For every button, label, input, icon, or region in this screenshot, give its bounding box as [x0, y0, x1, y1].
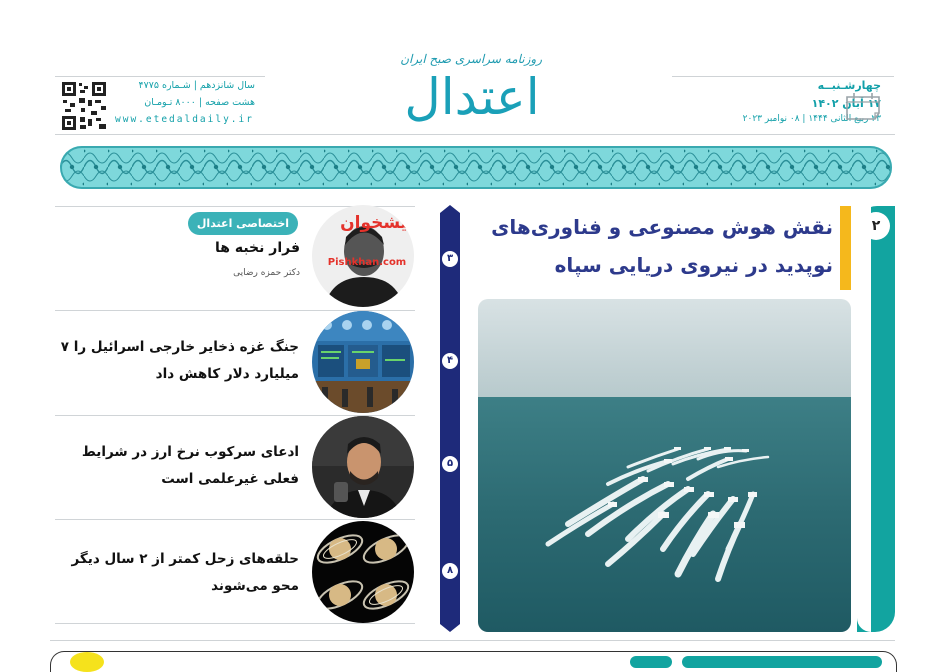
saturn-photo[interactable] — [312, 521, 414, 623]
calendar-icon — [845, 89, 881, 121]
page-number-5[interactable]: ۵ — [442, 456, 458, 472]
lead-headline[interactable]: نقش هوش مصنوعی و فناوری‌های نوپدید در نیروی دریایی سپاه — [491, 215, 833, 277]
lead-accent-bar — [840, 206, 851, 290]
logo-name: اعتدال — [404, 68, 540, 126]
news-title-saturn-rings[interactable]: حلقه‌های زحل کمتر از ۲ سال دیگر محو می‌شوند — [71, 551, 299, 594]
newspaper-logo[interactable] — [372, 46, 572, 138]
issue-year-number: سال شانزدهم | شـماره ۴۷۷۵ — [138, 80, 255, 91]
issue-pages-price: هشت صفحه | ۸۰۰۰ تـومـان — [144, 97, 255, 108]
lead-frame — [857, 206, 895, 632]
news-author: دکتر حمزه رضایی — [233, 268, 300, 278]
weekday: چهارشـنبــه — [817, 79, 881, 92]
lead-photo-boats[interactable] — [478, 299, 851, 632]
header-rule-right — [672, 76, 894, 77]
watermark-logo: پیشخوان — [340, 213, 414, 233]
logo-tagline: روزنامه سراسری صبح ایران — [400, 52, 542, 66]
page-number-8[interactable]: ۸ — [442, 563, 458, 579]
list-divider — [55, 519, 415, 520]
footer-rule — [50, 640, 895, 641]
other-dates: ۲۳ ربیع الثانی ۱۴۴۴ | ۰۸ نوامبر ۲۰۲۳ — [742, 114, 881, 124]
news-title-elite-flight[interactable]: فرار نخبه ها — [215, 240, 300, 256]
persian-date: ۱۷ آبان ۱۴۰۲ — [811, 97, 881, 110]
news-title-gaza-reserves[interactable]: جنگ غزه ذخایر خارجی اسرائیل را ۷ میلیارد دلار کاهش داد — [60, 339, 299, 382]
stock-board-photo[interactable] — [312, 311, 414, 413]
website-link[interactable]: www.etedaldaily.ir — [115, 114, 254, 125]
news-title-exchange-rate[interactable]: ادعای سرکوب نرخ ارز در شرایط فعلی غیرعلمی است — [81, 444, 299, 487]
page-number-3[interactable]: ۳ — [442, 251, 458, 267]
next-section-pill — [630, 656, 672, 668]
lead-page-number: ۲ — [862, 212, 890, 240]
decorative-pattern-band — [60, 146, 892, 189]
exclusive-tag: اختصاصی اعتدال — [188, 212, 298, 235]
list-divider — [55, 623, 415, 624]
next-section-bar — [682, 656, 882, 668]
qr-code-icon[interactable] — [61, 81, 107, 131]
speaker-portrait[interactable] — [312, 416, 414, 518]
header-rule-left — [55, 76, 265, 77]
issue-info — [115, 80, 255, 132]
page-number-4[interactable]: ۴ — [442, 353, 458, 369]
next-section-dot — [70, 652, 104, 672]
watermark-site: Pishkhan.com — [327, 257, 407, 268]
author-portrait[interactable] — [312, 205, 414, 307]
